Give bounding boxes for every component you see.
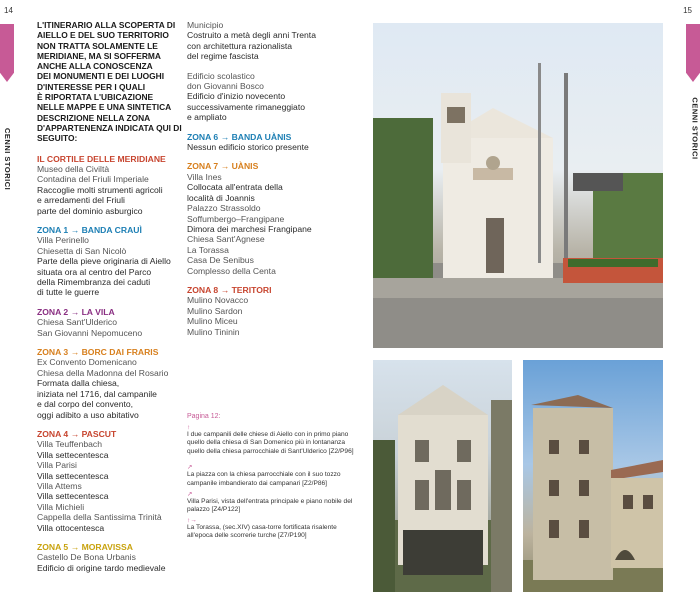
zona3-block	[37, 347, 177, 420]
description: del regime fascista	[187, 51, 259, 62]
page-number-left: 14	[4, 6, 13, 15]
description: di tutte le guerre	[37, 287, 100, 298]
arrow-up-right-icon: ↗	[187, 490, 193, 498]
description: e dal corpo del convento,	[37, 399, 134, 410]
page-number-right: 15	[683, 6, 692, 15]
description: Edificio d'inizio novecento	[187, 91, 286, 102]
list-item: Mulino Sardon	[187, 305, 243, 316]
section-tab-right	[686, 24, 700, 82]
zona5-heading: ZONA 5 → MORAVISSA	[37, 541, 133, 552]
list-item: Villa Attems	[37, 480, 82, 491]
list-item: Cappella della Santissima Trinità	[37, 512, 162, 523]
list-item: Villa Perinello	[37, 235, 89, 246]
list-item: Villa Michieli	[37, 501, 85, 512]
description: Villa settecentesca	[37, 491, 109, 502]
description: Costruito a metà degli anni Trenta	[187, 30, 316, 41]
description: Edificio di origine tardo medievale	[37, 562, 166, 573]
list-item: Casa De Senibus	[187, 255, 254, 266]
description: situata ora al centro del Parco	[37, 266, 152, 277]
intro-paragraph: L'ITINERARIO ALLA SCOPERTA DI AIELLO E DEL SUO TERRITORIO NON TRATTA SOLAMENTE LE MERIDIANE, MA SI SOFFERMA ANCHE ALLA CONOSCENZA DEI MONUMENTI E DEI LUOGHI D'INTERESSE PER I QUALI È RIPORTATA L'UBICAZIONE NELLE MAPPE E UNA SINTETICA DESCRIZIONE NELLA ZONA D'APPARTENENZA INDICATA QUI DI SEGUITO:	[37, 20, 182, 144]
cortile-heading: IL CORTILE DELLE MERIDIANE	[37, 153, 166, 164]
zona2-heading: ZONA 2 → LA VILA	[37, 306, 115, 317]
description: della Rimembranza dei caduti	[37, 277, 151, 288]
zona3-heading: ZONA 3 → BORC DAI FRARIS	[37, 347, 159, 358]
description: Dimora dei marchesi Frangipane	[187, 223, 312, 234]
description: Parte della pieve originaria di Aiello	[37, 256, 171, 267]
list-item: Chiesa Sant'Ulderico	[37, 317, 117, 328]
description: Villa ottocentesca	[37, 522, 105, 533]
zona2-block	[37, 307, 177, 338]
description: successivamente rimaneggiato	[187, 101, 305, 112]
zona4-heading: ZONA 4 → PASCUT	[37, 428, 117, 439]
list-item: Castello De Bona Urbanis	[37, 552, 136, 563]
photo-church-square	[373, 23, 663, 348]
list-item: Mulino Tininin	[187, 326, 240, 337]
list-item: Ex Convento Domenicano	[37, 357, 137, 368]
zona7-block	[187, 161, 337, 275]
description: con architettura razionalista	[187, 40, 293, 51]
photo-captions	[187, 413, 357, 549]
description: oggi adibito a uso abitativo	[37, 409, 139, 420]
municipio-block	[187, 20, 337, 62]
cortile-block	[37, 154, 177, 216]
left-column	[37, 20, 182, 582]
description: e ampliato	[187, 112, 227, 123]
scuola-block	[187, 71, 337, 123]
description: Formata dalla chiesa,	[37, 378, 120, 389]
list-item: Palazzo Strassoldo	[187, 203, 261, 214]
section-label-right: CENNI STORICI	[690, 97, 700, 160]
zona6-block	[187, 132, 337, 153]
description: iniziata nel 1716, dal campanile	[37, 388, 157, 399]
list-item: Mulino Miceu	[187, 316, 238, 327]
list-item: Soffumbergo–Frangipane	[187, 213, 285, 224]
caption: La piazza con la chiesa parrocchiale con il suo tozzo campanile imbandierato dai campanari [Z2/P86]	[187, 471, 341, 487]
zona4-block	[37, 429, 177, 533]
list-item: Edificio scolastico	[187, 70, 255, 81]
zona1-heading: ZONA 1 → BANDA CRAUÌ	[37, 225, 142, 235]
list-item: Chiesetta di San Nicolò	[37, 245, 127, 256]
caption: I due campanili delle chiese di Aiello con in primo piano quello della chiesa di San Domenico più in lontananza quello della chiesa parrocchiale di Sant'Ulderico [Z2/P96]	[187, 430, 354, 455]
description: Villa settecentesca	[37, 449, 109, 460]
captions-title: Pagina 12:	[187, 413, 221, 420]
zona8-heading: ZONA 8 → TERITORI	[187, 284, 272, 295]
caption: Villa Parisi, vista dell'entrata principale e piano nobile del palazzo [Z4/P122]	[187, 497, 353, 514]
arrow-up-right-icon: ↗	[187, 464, 193, 472]
zona5-block	[37, 542, 177, 573]
list-item: Villa Parisi	[37, 460, 77, 471]
list-item: Chiesa della Madonna del Rosario	[37, 367, 169, 378]
description: Raccoglie molti strumenti agricoli	[37, 184, 163, 195]
zona6-heading: ZONA 6 → BANDA UÀNIS	[187, 131, 292, 142]
caption: La Torassa, (sec.XIV) casa-torre fortificata risalente all'epoca delle scorrerie turche [Z7/P190]	[187, 523, 337, 540]
description: parte del dominio asburgico	[37, 205, 143, 216]
list-item: Villa Teuffenbach	[37, 439, 102, 450]
arrow-up-right-icon: ↑→	[187, 516, 197, 524]
list-item: Contadina del Friuli Imperiale	[37, 174, 149, 185]
zona7-heading: ZONA 7 → UÀNIS	[187, 161, 259, 172]
description: Villa settecentesca	[37, 470, 109, 481]
description: e arredamenti del Friuli	[37, 195, 125, 206]
description: Nessun edificio storico presente	[187, 142, 309, 153]
list-item: don Giovanni Bosco	[187, 81, 264, 92]
list-item: Complesso della Centa	[187, 265, 276, 276]
photo-la-torassa	[523, 360, 663, 592]
list-item: Villa Ines	[187, 171, 222, 182]
description: Collocata all'entrata della	[187, 182, 283, 193]
description: località di Joannis	[187, 192, 255, 203]
list-item: La Torassa	[187, 244, 229, 255]
list-item: San Giovanni Nepomuceno	[37, 327, 143, 338]
middle-column	[187, 20, 337, 346]
list-item: Mulino Novacco	[187, 295, 249, 306]
photo-villa-parisi	[373, 360, 512, 592]
list-item: Chiesa Sant'Agnese	[187, 234, 265, 245]
list-item: Museo della Civiltà	[37, 163, 110, 174]
zona1-block	[37, 225, 177, 298]
zona8-block	[187, 285, 337, 337]
section-tab-left	[0, 24, 14, 82]
list-item: Municipio	[187, 20, 224, 30]
section-label-left: CENNI STORICI	[3, 128, 12, 191]
arrow-up-icon: ↑	[187, 423, 191, 431]
